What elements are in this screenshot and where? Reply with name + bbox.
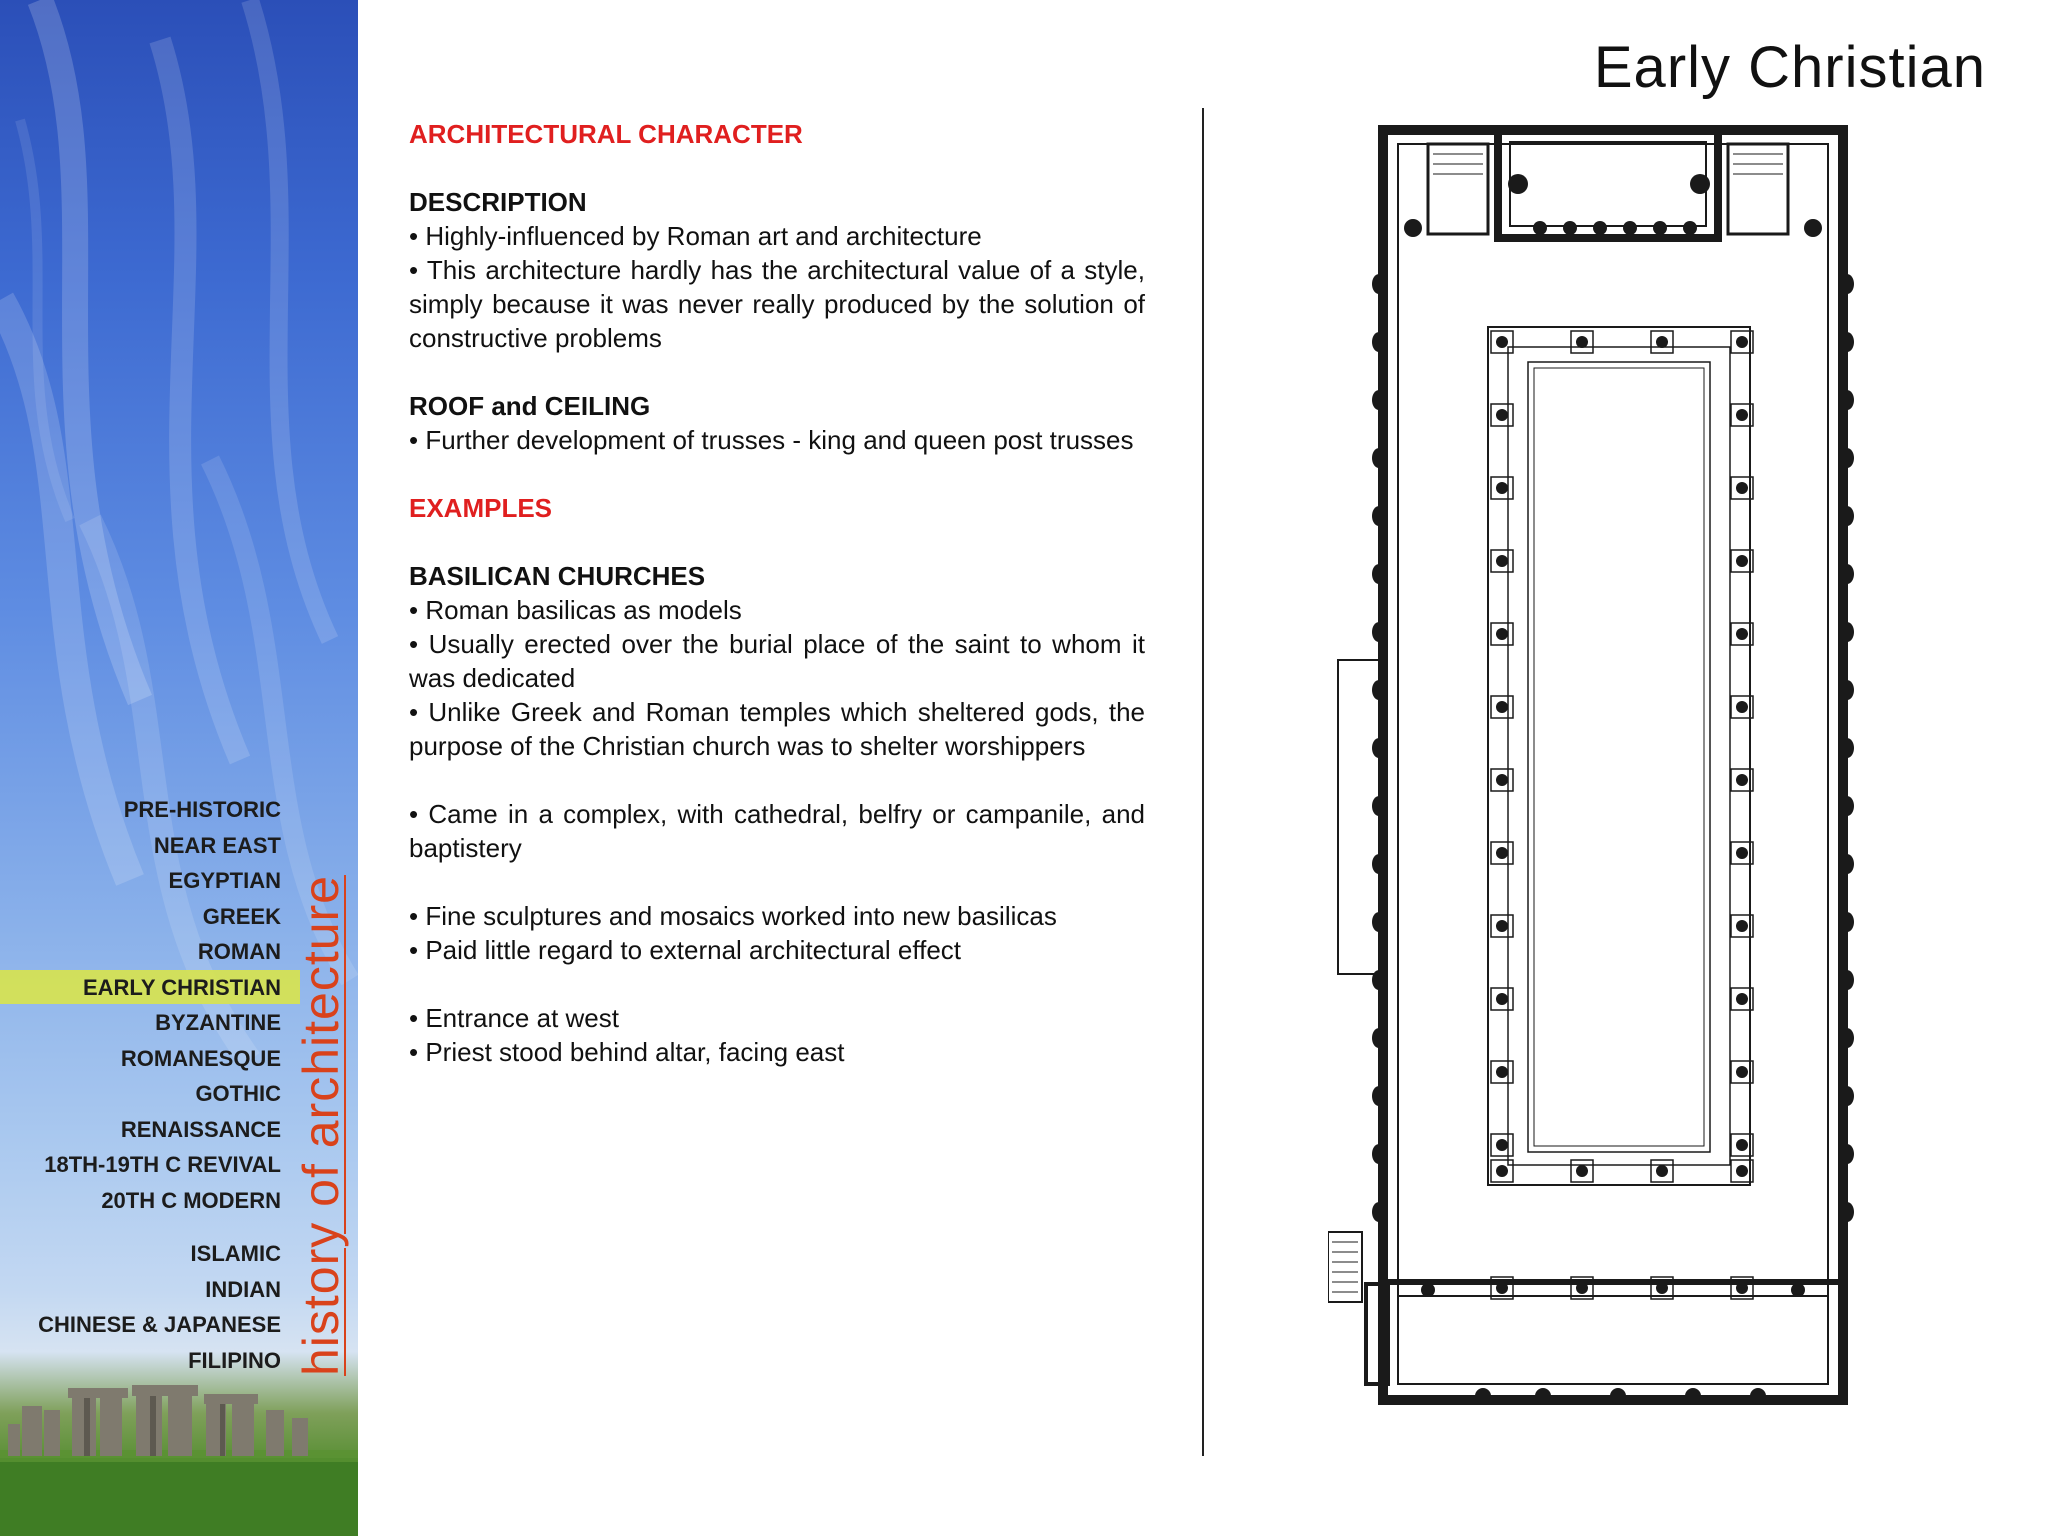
nav-item-revival[interactable]: 18TH-19TH C REVIVAL: [44, 1152, 281, 1177]
vertical-section-title: history of architecture: [293, 875, 349, 1376]
plan-column: [1491, 988, 1513, 1010]
wall-buttress: [1840, 912, 1854, 932]
basilica-floor-plan-icon: [1328, 124, 1888, 1414]
wall-buttress: [1840, 738, 1854, 758]
spacer: [409, 457, 1145, 491]
roof-bullet: • Further development of trusses - king and queen post trusses: [409, 425, 1134, 455]
plan-column: [1491, 1160, 1513, 1182]
wall-buttress: [1372, 738, 1386, 758]
plan-column: [1491, 550, 1513, 572]
wall-buttress: [1372, 506, 1386, 526]
wall-buttress: [1372, 680, 1386, 700]
basilican-bullet: • Entrance at west: [409, 1003, 619, 1033]
plan-column: [1491, 331, 1513, 353]
nav-item-gothic[interactable]: GOTHIC: [195, 1081, 281, 1106]
basilican-bullet: • Paid little regard to external architectural effect: [409, 935, 962, 965]
plan-column: [1491, 769, 1513, 791]
basilican-bullet: • Priest stood behind altar, facing east: [409, 1037, 845, 1067]
plan-column: [1491, 842, 1513, 864]
wall-buttress: [1840, 274, 1854, 294]
plan-column: [1651, 1160, 1673, 1182]
era-nav: [38, 792, 281, 1378]
spacer: [409, 967, 1145, 1001]
plan-column: [1491, 696, 1513, 718]
wall-buttress: [1840, 622, 1854, 642]
wall-buttress: [1372, 912, 1386, 932]
nav-item-renaissance[interactable]: RENAISSANCE: [120, 1116, 281, 1142]
page-title: Early Christian: [1593, 35, 1986, 100]
plan-column: [1571, 331, 1593, 353]
spacer: [409, 865, 1145, 899]
nav-item-roman[interactable]: ROMAN: [197, 939, 281, 964]
roof-heading: ROOF and CEILING: [409, 391, 651, 421]
column-divider: [1202, 108, 1204, 1456]
basilican-heading: BASILICAN CHURCHES: [409, 561, 706, 591]
spacer: [409, 355, 1145, 389]
plan-column: [1651, 331, 1673, 353]
basilican-bullet: • Came in a complex, with cathedral, belfry or campanile, and baptistery: [409, 799, 1145, 863]
wall-buttress: [1840, 448, 1854, 468]
description-bullet: • This architecture hardly has the architectural value of a style, simply because it was never really produced by the solution of constructive problems: [409, 255, 1145, 353]
plan-column: [1491, 1061, 1513, 1083]
wall-buttress: [1372, 796, 1386, 816]
spacer: [409, 151, 1145, 185]
wall-buttress: [1372, 390, 1386, 410]
stonehenge-image: [0, 1380, 358, 1536]
nav-item-egyptian[interactable]: EGYPTIAN: [168, 868, 281, 893]
wall-buttress: [1840, 390, 1854, 410]
wall-buttress: [1840, 564, 1854, 584]
plan-column: [1491, 915, 1513, 937]
content-column: [409, 117, 1145, 1069]
description-bullet: • Highly-influenced by Roman art and architecture: [409, 221, 982, 251]
nav-item-greek[interactable]: GREEK: [202, 903, 281, 929]
description-heading: DESCRIPTION: [409, 187, 587, 217]
wall-buttress: [1372, 448, 1386, 468]
nav-item-early-christian[interactable]: EARLY CHRISTIAN: [82, 974, 281, 1000]
plan-column: [1491, 1134, 1513, 1156]
basilican-bullet: • Unlike Greek and Roman temples which sheltered gods, the purpose of the Christian church was to shelter worshippers: [409, 697, 1145, 761]
spacer: [409, 763, 1145, 797]
nav-item-islamic[interactable]: ISLAMIC: [190, 1241, 281, 1266]
wall-buttress: [1840, 854, 1854, 874]
sidebar: [0, 0, 358, 1536]
nav-item-pre-historic[interactable]: PRE-HISTORIC: [123, 797, 281, 822]
wall-buttress: [1840, 1086, 1854, 1106]
wall-buttress: [1372, 622, 1386, 642]
basilican-bullet: • Roman basilicas as models: [409, 595, 742, 625]
wall-buttress: [1372, 854, 1386, 874]
nav-gap: [38, 1218, 281, 1236]
plan-column: [1491, 404, 1513, 426]
examples-heading: EXAMPLES: [409, 493, 553, 523]
wall-buttress: [1840, 1028, 1854, 1048]
wall-buttress: [1840, 796, 1854, 816]
wall-buttress: [1840, 1202, 1854, 1222]
wall-buttress: [1372, 1086, 1386, 1106]
wall-buttress: [1372, 564, 1386, 584]
nav-item-filipino[interactable]: FILIPINO: [188, 1347, 281, 1373]
nav-item-byzantine[interactable]: BYZANTINE: [155, 1010, 281, 1035]
plan-column: [1491, 477, 1513, 499]
wall-buttress: [1372, 332, 1386, 352]
wall-buttress: [1372, 274, 1386, 294]
nav-item-modern[interactable]: 20TH C MODERN: [101, 1187, 281, 1213]
basilican-bullet: • Usually erected over the burial place of the saint to whom it was dedicated: [409, 629, 1145, 693]
nav-item-chinese-japanese[interactable]: CHINESE & JAPANESE: [38, 1312, 281, 1337]
wall-buttress: [1372, 1144, 1386, 1164]
plan-column: [1491, 623, 1513, 645]
plan-column: [1571, 1160, 1593, 1182]
spacer: [409, 525, 1145, 559]
section-heading: ARCHITECTURAL CHARACTER: [409, 119, 803, 149]
wall-buttress: [1840, 332, 1854, 352]
wall-buttress: [1372, 1202, 1386, 1222]
wall-buttress: [1372, 1028, 1386, 1048]
nav-item-near-east[interactable]: NEAR EAST: [153, 832, 281, 858]
nav-item-romanesque[interactable]: ROMANESQUE: [120, 1045, 281, 1071]
wall-buttress: [1840, 1144, 1854, 1164]
wall-buttress: [1840, 680, 1854, 700]
basilican-bullet: • Fine sculptures and mosaics worked into new basilicas: [409, 901, 1057, 931]
nav-item-indian[interactable]: INDIAN: [205, 1276, 281, 1302]
wall-buttress: [1840, 506, 1854, 526]
wall-buttress: [1372, 970, 1386, 990]
wall-buttress: [1840, 970, 1854, 990]
